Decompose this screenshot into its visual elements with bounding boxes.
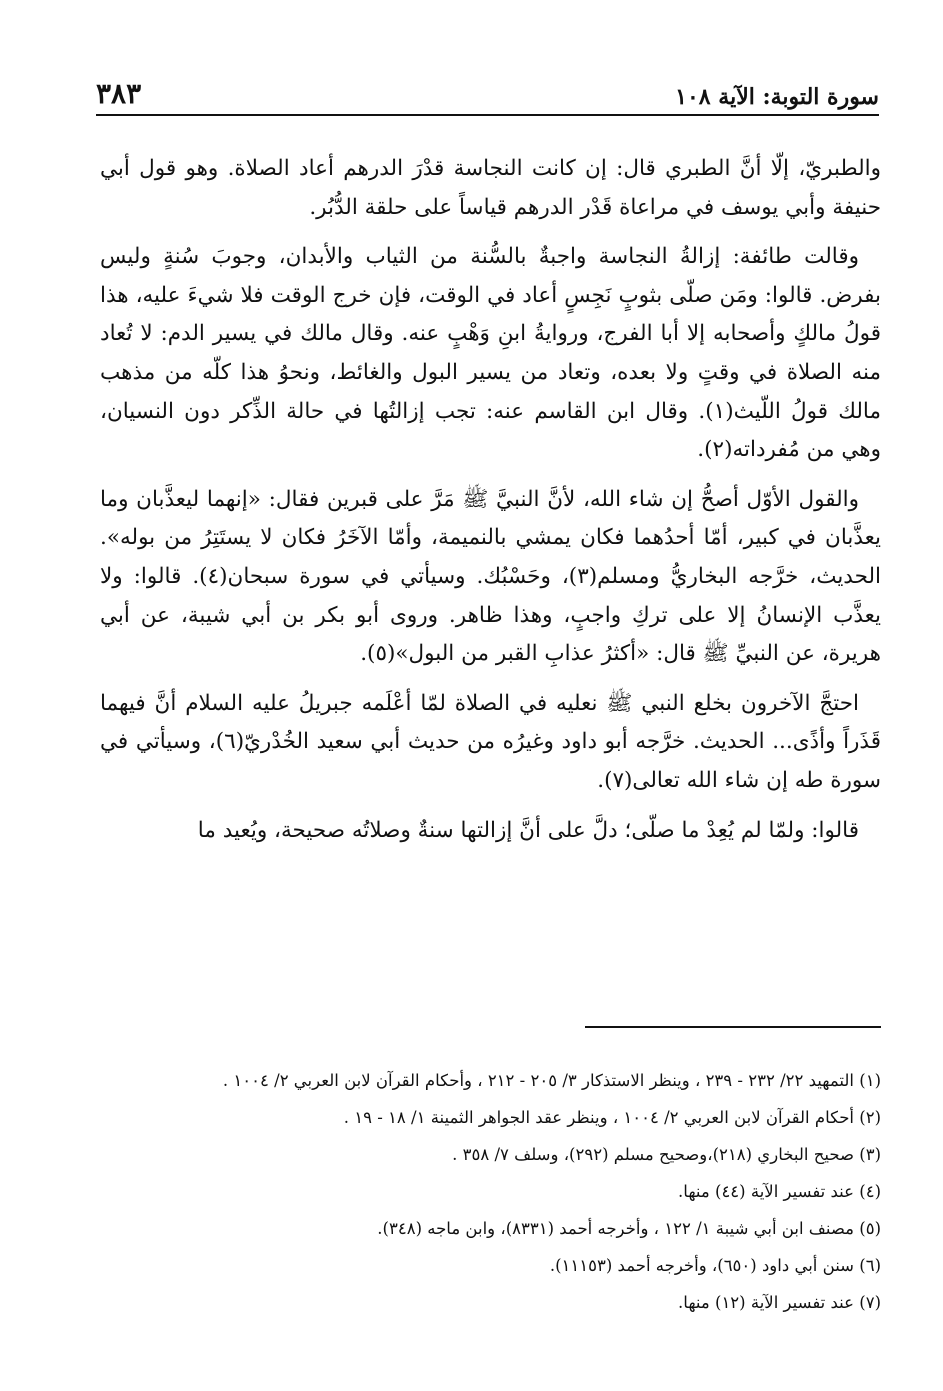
paragraph: قالوا: ولمّا لم يُعِدْ ما صلّى؛ دلَّ على أنَّ إزالتها سنةٌ وصلاتُه صحيحة، ويُعيد ما <box>197 817 859 843</box>
paragraph: والطبريّ، إلّا أنَّ الطبري قال: إن كانت النجاسة قدْرَ الدرهم أعاد الصلاة. وهو قول أبي حنيفة وأبي يوسف في مراعاة قَدْر الدرهم قياساً على حلقة الدُّبُر. <box>100 156 881 220</box>
footnote: (٣) صحيح البخاري (٢١٨)،وصحيح مسلم (٢٩٢)، وسلف ٧/ ٣٥٨ . <box>452 1145 881 1164</box>
footnote: (٥) مصنف ابن أبي شيبة ١/ ١٢٢ ، وأخرجه أحمد (٨٣٣١)، وابن ماجه (٣٤٨). <box>377 1219 881 1238</box>
paragraph: والقول الأوّل أصحُّ إن شاء الله، لأنَّ النبيَّ ﷺ مَرَّ على قبرين فقال: «إنهما ليعذَّبان وما يعذَّبان في كبير، أمّا أحدُهما فكان يمشي بالنميمة، وأمّا الآخَرُ فكان لا يستَتِرُ من بوله». الحديث، خرَّجه البخاريُّ ومسلم(٣)، وحَسْبُك. وسيأتي في سورة سبحان(٤). قالوا: ولا يعذَّب الإنسانُ إلا على تركِ واجبٍ، وهذا ظاهر. وروى أبو بكر بن أبي شيبة، عن أبي هريرة، عن النبيِّ ﷺ قال: «أكثرُ عذابِ القبر من البول»(٥). <box>100 486 881 667</box>
paragraph: وقالت طائفة: إزالةُ النجاسة واجبةٌ بالسُّنة من الثياب والأبدان، وجوبَ سُنةٍ وليس بفرض. قالوا: ومَن صلّى بثوبٍ نَجِسٍ أعاد في الوقت، فإن خرج الوقت فلا شيءَ عليه، هذا قولُ مالكٍ وأصحابه إلا أبا الفرج، وروايةُ ابنِ وَهْبٍ عنه. وقال مالك في يسير الدم: لا تُعاد منه الصلاة في وقتٍ ولا بعده، وتعاد من يسير البول والغائط، ونحوُ هذا كلّه من مذهب مالك قولُ اللّيث(١). وقال ابن القاسم عنه: تجب إزالتُها في حالة الذِّكر دون النسيان، وهي من مُفرداته(٢). <box>100 244 882 463</box>
footnote-separator <box>585 1026 881 1028</box>
main-text <box>100 150 881 861</box>
footnote: (٧) عند تفسير الآية (١٢) منها. <box>678 1293 881 1312</box>
paragraph: احتجَّ الآخرون بخلع النبي ﷺ نعليه في الصلاة لمّا أعْلَمه جبريلُ عليه السلام أنَّ فيهما قَذَراً وأذًى... الحديث. خرَّجه أبو داود وغيرُه من حديث أبي سعيد الخُدْريّ(٦)، وسيأتي في سورة طه إن شاء الله تعالى(٧). <box>100 690 881 793</box>
page-header <box>96 64 879 116</box>
footnotes <box>100 1062 881 1321</box>
running-title: سورة التوبة: الآية ١٠٨ <box>675 84 879 110</box>
page-number: ٣٨٣ <box>96 77 142 110</box>
footnote: (٢) أحكام القرآن لابن العربي ٢/ ١٠٠٤ ، وينظر عقد الجواهر الثمينة ١/ ١٨ - ١٩ . <box>343 1108 881 1127</box>
footnote: (٦) سنن أبي داود (٦٥٠)، وأخرجه أحمد (١١١٥٣). <box>549 1256 881 1275</box>
footnote: (١) التمهيد ٢٢/ ٢٣٢ - ٢٣٩ ، وينظر الاستذكار ٣/ ٢٠٥ - ٢١٢ ، وأحكام القرآن لابن العربي ٢/ ١٠٠٤ . <box>222 1071 881 1090</box>
footnote: (٤) عند تفسير الآية (٤٤) منها. <box>678 1182 881 1201</box>
